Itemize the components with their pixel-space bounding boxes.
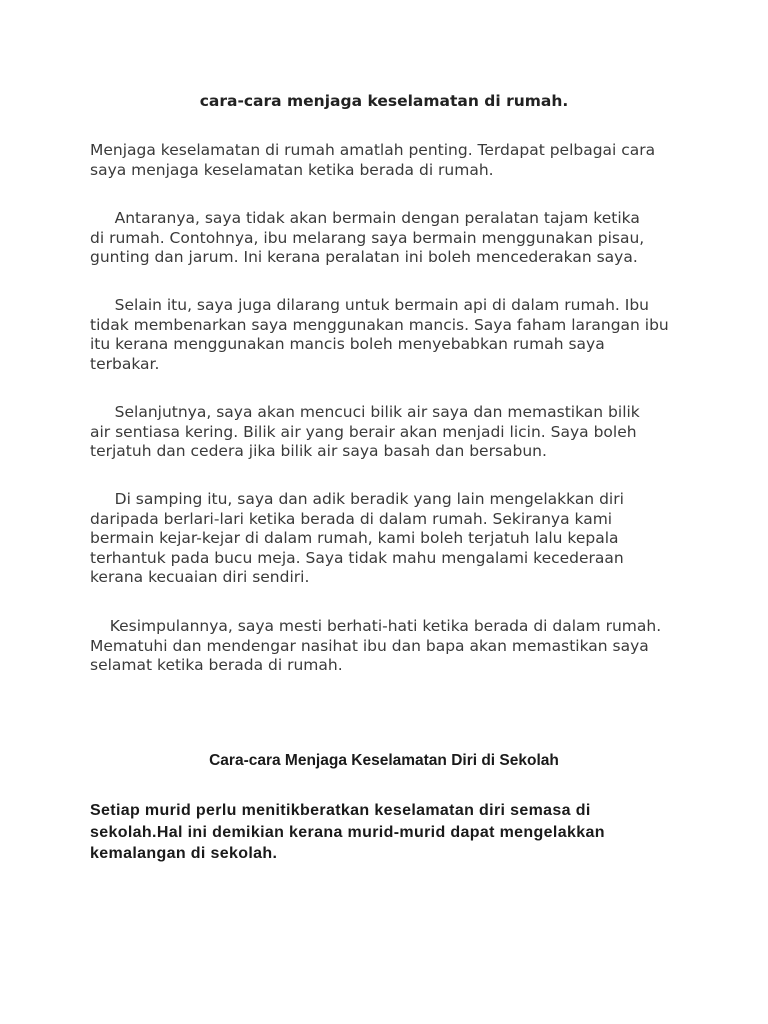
paragraph-line: Di samping itu, saya dan adik beradik yang lain mengelakkan diri xyxy=(90,490,624,508)
section-title: Cara-cara Menjaga Keselamatan Diri di Sekolah xyxy=(209,752,559,769)
paragraph-line: tidak membenarkan saya menggunakan mancis. Saya faham larangan ibu xyxy=(90,315,669,334)
paragraph-line: Menjaga keselamatan di rumah amatlah penting. Terdapat pelbagai cara xyxy=(90,141,656,159)
section-paragraph xyxy=(90,800,690,865)
paragraph-line: Selanjutnya, saya akan mencuci bilik air saya dan memastikan bilik xyxy=(90,403,640,421)
paragraph-line: di rumah. Contohnya, ibu melarang saya bermain menggunakan pisau, xyxy=(90,228,645,247)
paragraph-line: Antaranya, saya tidak akan bermain dengan peralatan tajam ketika xyxy=(90,209,640,227)
paragraph-line: itu kerana menggunakan mancis boleh menyebabkan rumah saya xyxy=(90,335,605,353)
paragraph-bathroom xyxy=(90,403,690,462)
paragraph-line: kemalangan di sekolah. xyxy=(90,845,278,862)
paragraph-line: air sentiasa kering. Bilik air yang berair akan menjadi licin. Saya boleh xyxy=(90,422,637,441)
paragraph-line: Mematuhi dan mendengar nasihat ibu dan bapa akan memastikan saya xyxy=(90,636,649,655)
paragraph-conclusion xyxy=(90,617,690,676)
paragraph-line: terjatuh dan cedera jika bilik air saya basah dan bersabun. xyxy=(90,442,547,460)
paragraph-line: Kesimpulannya, saya mesti berhati-hati ketika berada di dalam rumah. xyxy=(90,617,662,635)
paragraph-running xyxy=(90,490,690,588)
paragraph-intro xyxy=(90,141,690,180)
paragraph-line: terhantuk pada bucu meja. Saya tidak mahu mengalami kecederaan xyxy=(90,548,624,567)
paragraph-line: kerana kecuaian diri sendiri. xyxy=(90,568,310,586)
paragraph-line: daripada berlari-lari ketika berada di dalam rumah. Sekiranya kami xyxy=(90,509,613,528)
paragraph-fire xyxy=(90,296,690,374)
paragraph-line: bermain kejar-kejar di dalam rumah, kami boleh terjatuh lalu kepala xyxy=(90,529,619,547)
paragraph-line: Selain itu, saya juga dilarang untuk bermain api di dalam rumah. Ibu xyxy=(90,296,650,314)
paragraph-line: selamat ketika berada di rumah. xyxy=(90,656,343,674)
paragraph-line: saya menjaga keselamatan ketika berada di rumah. xyxy=(90,160,494,179)
paragraph-line: terbakar. xyxy=(90,354,160,373)
document-title: cara-cara menjaga keselamatan di rumah. xyxy=(199,92,569,110)
paragraph-line: sekolah.Hal ini demikian kerana murid-murid dapat mengelakkan xyxy=(90,823,605,841)
paragraph-sharp-tools xyxy=(90,209,690,268)
paragraph-line: Setiap murid perlu menitikberatkan keselamatan diri semasa di xyxy=(90,802,591,819)
paragraph-line: gunting dan jarum. Ini kerana peralatan ini boleh mencederakan saya. xyxy=(90,248,638,266)
